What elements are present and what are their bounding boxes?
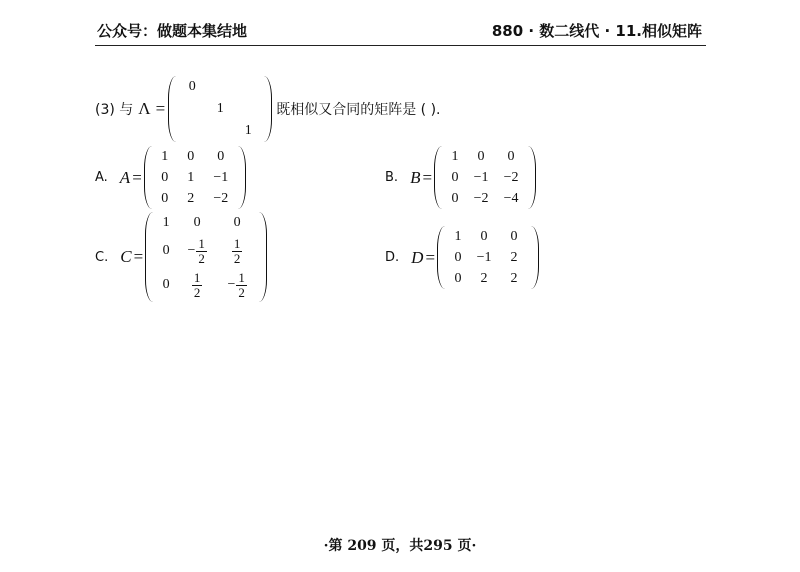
- matrix-c: [145, 212, 267, 302]
- minus-sign: −: [187, 243, 196, 258]
- page-number: ·第 209 页，共295 页·: [323, 538, 477, 554]
- matrix-cell: −1: [213, 169, 229, 185]
- matrix-cell: −1: [476, 249, 492, 265]
- matrix-cell: 1: [451, 148, 459, 164]
- matrix-var: B: [410, 167, 421, 187]
- option-b[interactable]: [385, 146, 536, 209]
- minus-sign: −: [227, 277, 236, 292]
- matrix-cell: −1: [473, 169, 489, 185]
- matrix-cell: 0: [454, 270, 462, 286]
- matrix-cell: 0: [217, 148, 225, 164]
- numerator: 1: [233, 235, 241, 251]
- matrix-cell: −4: [503, 190, 519, 206]
- matrix-cell: 0: [451, 190, 459, 206]
- equals-sign: =: [425, 247, 436, 267]
- matrix-cell: 0: [188, 79, 196, 94]
- option-label: D.: [385, 250, 400, 265]
- matrix-cell: 0: [510, 228, 518, 244]
- fraction: [236, 271, 247, 300]
- left-paren: [434, 146, 443, 209]
- matrix-var: A: [119, 167, 131, 187]
- denominator: 2: [198, 250, 205, 266]
- matrix-cell: [232, 237, 243, 266]
- lambda-symbol: Λ: [138, 99, 151, 118]
- matrix-cell: 0: [454, 249, 462, 265]
- denominator: 2: [193, 284, 201, 300]
- equals-sign: =: [132, 167, 142, 187]
- lambda-matrix: [168, 76, 272, 142]
- matrix-cell: [192, 271, 203, 300]
- right-paren: [258, 212, 267, 302]
- matrix-cell: 0: [161, 169, 169, 185]
- matrix-cell: 0: [233, 215, 241, 230]
- matrix-cell: 1: [244, 123, 252, 138]
- matrix-cell: [227, 271, 246, 300]
- left-paren: [437, 226, 446, 289]
- matrix-cell: 2: [187, 190, 195, 206]
- matrix-cell: 0: [162, 277, 170, 292]
- right-paren: [530, 226, 539, 289]
- matrix-cell: 0: [162, 243, 170, 258]
- option-label: A.: [95, 170, 108, 185]
- header-divider: [95, 45, 706, 46]
- matrix-var: D: [411, 247, 424, 267]
- matrix-a: [144, 146, 246, 209]
- denominator: 2: [238, 284, 245, 300]
- question-prefix: (3) 与: [95, 102, 134, 118]
- option-label: C.: [95, 249, 109, 265]
- equals-sign: =: [155, 99, 166, 118]
- matrix-cell: 2: [510, 249, 518, 265]
- matrix-cell: 0: [451, 169, 459, 185]
- matrix-cell: 1: [454, 228, 462, 244]
- option-c[interactable]: [95, 212, 267, 302]
- matrix-cell: 1: [162, 215, 170, 230]
- matrix-b: [434, 146, 536, 209]
- matrix-cell: 0: [480, 228, 488, 244]
- matrix-cell: 0: [477, 148, 485, 164]
- left-paren: [145, 212, 154, 302]
- left-paren: [168, 76, 177, 142]
- matrix-cell: 0: [507, 148, 515, 164]
- header-left: 公众号：做题本集结地: [97, 22, 248, 40]
- matrix-cell: 1: [187, 169, 195, 185]
- matrix-cell: 0: [187, 148, 195, 164]
- numerator: 1: [198, 235, 205, 251]
- equals-sign: =: [133, 247, 144, 266]
- header-right: 880 · 数二线代 · 11.相似矩阵: [491, 22, 702, 40]
- option-a[interactable]: [95, 146, 246, 209]
- numerator: 1: [193, 269, 201, 285]
- right-paren: [237, 146, 246, 209]
- option-d[interactable]: [385, 226, 539, 289]
- question-suffix: 既相似又合同的矩阵是 ( ).: [276, 102, 441, 118]
- matrix-d: [437, 226, 539, 289]
- matrix-cell: −2: [213, 190, 229, 206]
- option-label: B.: [385, 170, 399, 185]
- matrix-cell: −2: [503, 169, 519, 185]
- numerator: 1: [238, 269, 245, 285]
- matrix-cell: 0: [193, 215, 201, 230]
- matrix-cell: 0: [161, 190, 169, 206]
- right-paren: [263, 76, 272, 142]
- matrix-cell: 2: [480, 270, 488, 286]
- equals-sign: =: [422, 167, 433, 187]
- fraction: [196, 237, 207, 266]
- matrix-cell: [187, 237, 206, 266]
- matrix-cell: 2: [510, 270, 518, 286]
- fraction: [232, 237, 243, 266]
- matrix-cell: 1: [161, 148, 169, 164]
- right-paren: [527, 146, 536, 209]
- matrix-cell: 1: [216, 101, 224, 116]
- left-paren: [144, 146, 153, 209]
- question-stem: [95, 76, 440, 142]
- matrix-cell: −2: [473, 190, 489, 206]
- fraction: [192, 271, 203, 300]
- matrix-var: C: [120, 247, 132, 266]
- denominator: 2: [233, 250, 241, 266]
